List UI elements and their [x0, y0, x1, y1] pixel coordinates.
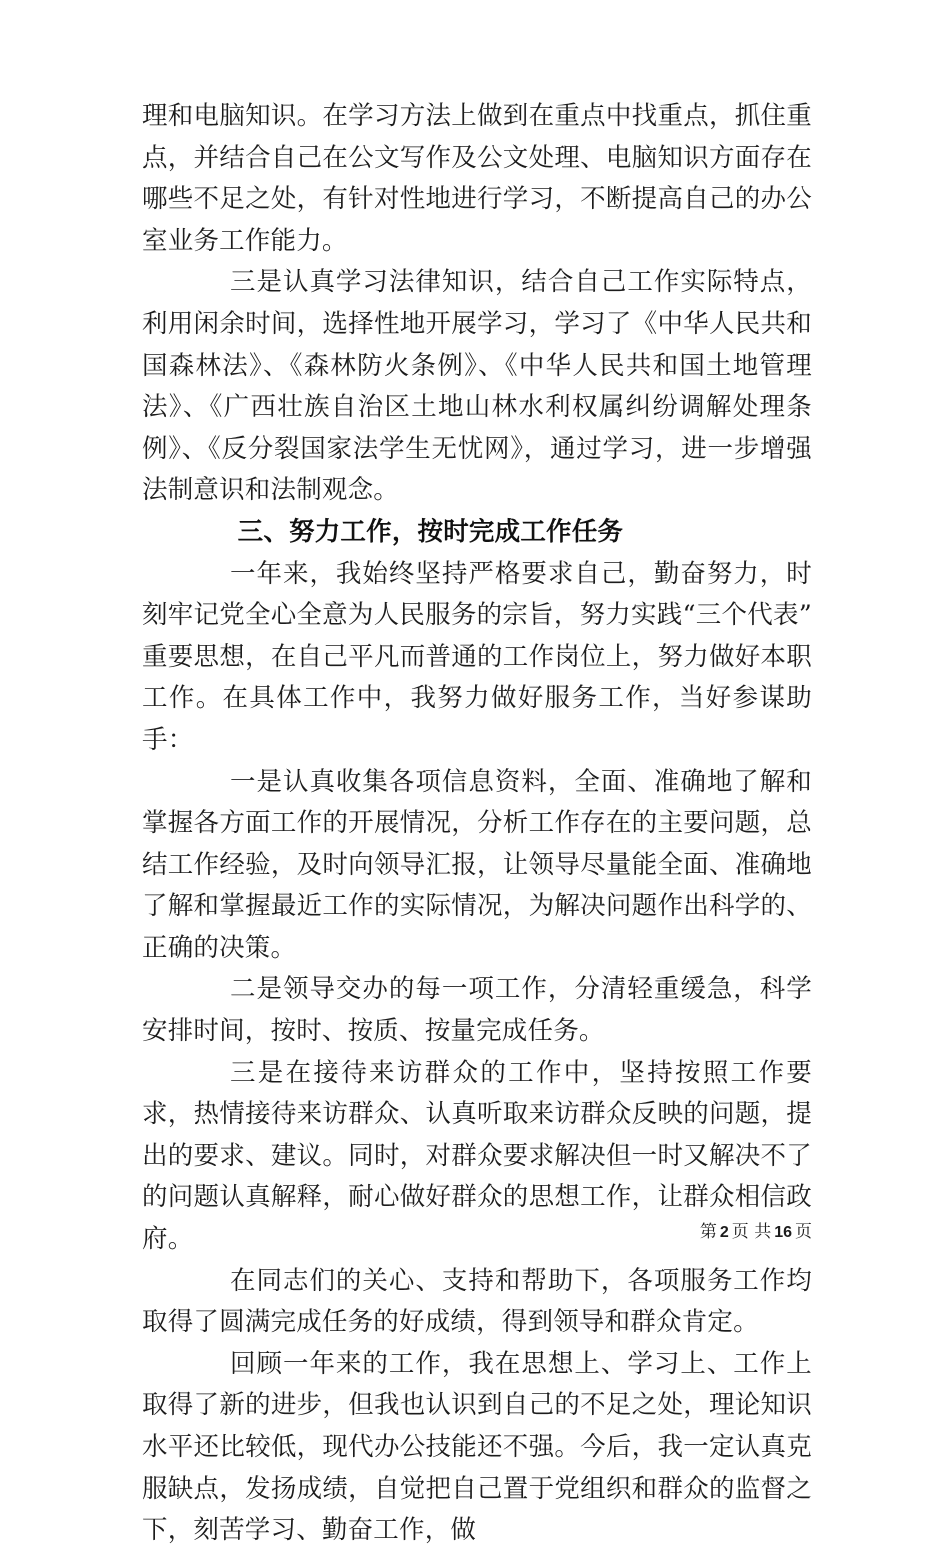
paragraph-law-study: 三是认真学习法律知识，结合自己工作实际特点，利用闲余时间，选择性地开展学习，学习了《中华人民共和国森林法》、《森林防火条例》、《中华人民共和国土地管理法》、《广西壮族自治区土地山林水利权属纠纷调解处理条例》、《反分裂国家法学生无忧网》，通过学习，进一步增强法制意识和法制观念。 [142, 267, 812, 506]
footer-current-page: 2 [719, 1224, 729, 1241]
footer-total-pages: 16 [774, 1224, 792, 1241]
page-number-footer [699, 1221, 813, 1244]
paragraph-acknowledgement: 在同志们的关心、支持和帮助下，各项服务工作均取得了圆满完成任务的好成绩，得到领导和群众肯定。 [142, 1265, 812, 1338]
footer-middle-label: 页 共 [731, 1222, 772, 1242]
footer-suffix-label: 页 [795, 1222, 812, 1242]
section-heading-three: 三、努力工作，按时完成工作任务 [237, 516, 624, 547]
paragraph-item-one: 一是认真收集各项信息资料，全面、准确地了解和掌握各方面工作的开展情况，分析工作存在的主要问题，总结工作经验，及时向领导汇报，让领导尽量能全面、准确地了解和掌握最近工作的实际情况，为解决问题作出科学的、正确的决策。 [142, 766, 812, 963]
paragraph-item-three: 三是在接待来访群众的工作中，坚持按照工作要求，热情接待来访群众、认真听取来访群众反映的问题，提出的要求、建议。同时，对群众要求解决但一时又解决不了的问题认真解释，耐心做好群众的思想工作，让群众相信政府。 [142, 1057, 812, 1255]
footer-prefix-label: 第 [699, 1222, 717, 1242]
paragraph-item-two: 二是领导交办的每一项工作，分清轻重缓急，科学安排时间，按时、按质、按量完成任务。 [142, 974, 812, 1047]
document-text-body [142, 96, 812, 1552]
paragraph-year-summary: 一年来，我始终坚持严格要求自己，勤奋努力，时刻牢记党全心全意为人民服务的宗旨，努力实践“三个代表”重要思想，在自己平凡而普通的工作岗位上，努力做好本职工作。在具体工作中，我努力做好服务工作，当好参谋助手： [142, 558, 812, 755]
paragraph-continuation: 理和电脑知识。在学习方法上做到在重点中找重点，抓住重点，并结合自己在公文写作及公文处理、电脑知识方面存在哪些不足之处，有针对性地进行学习，不断提高自己的办公室业务工作能力。 [142, 101, 812, 256]
paragraph-review-outlook: 回顾一年来的工作，我在思想上、学习上、工作上取得了新的进步，但我也认识到自己的不足之处，理论知识水平还比较低，现代办公技能还不强。今后，我一定认真克服缺点，发扬成绩，自觉把自己置于党组织和群众的监督之下，刻苦学习、勤奋工作，做 [142, 1348, 812, 1546]
